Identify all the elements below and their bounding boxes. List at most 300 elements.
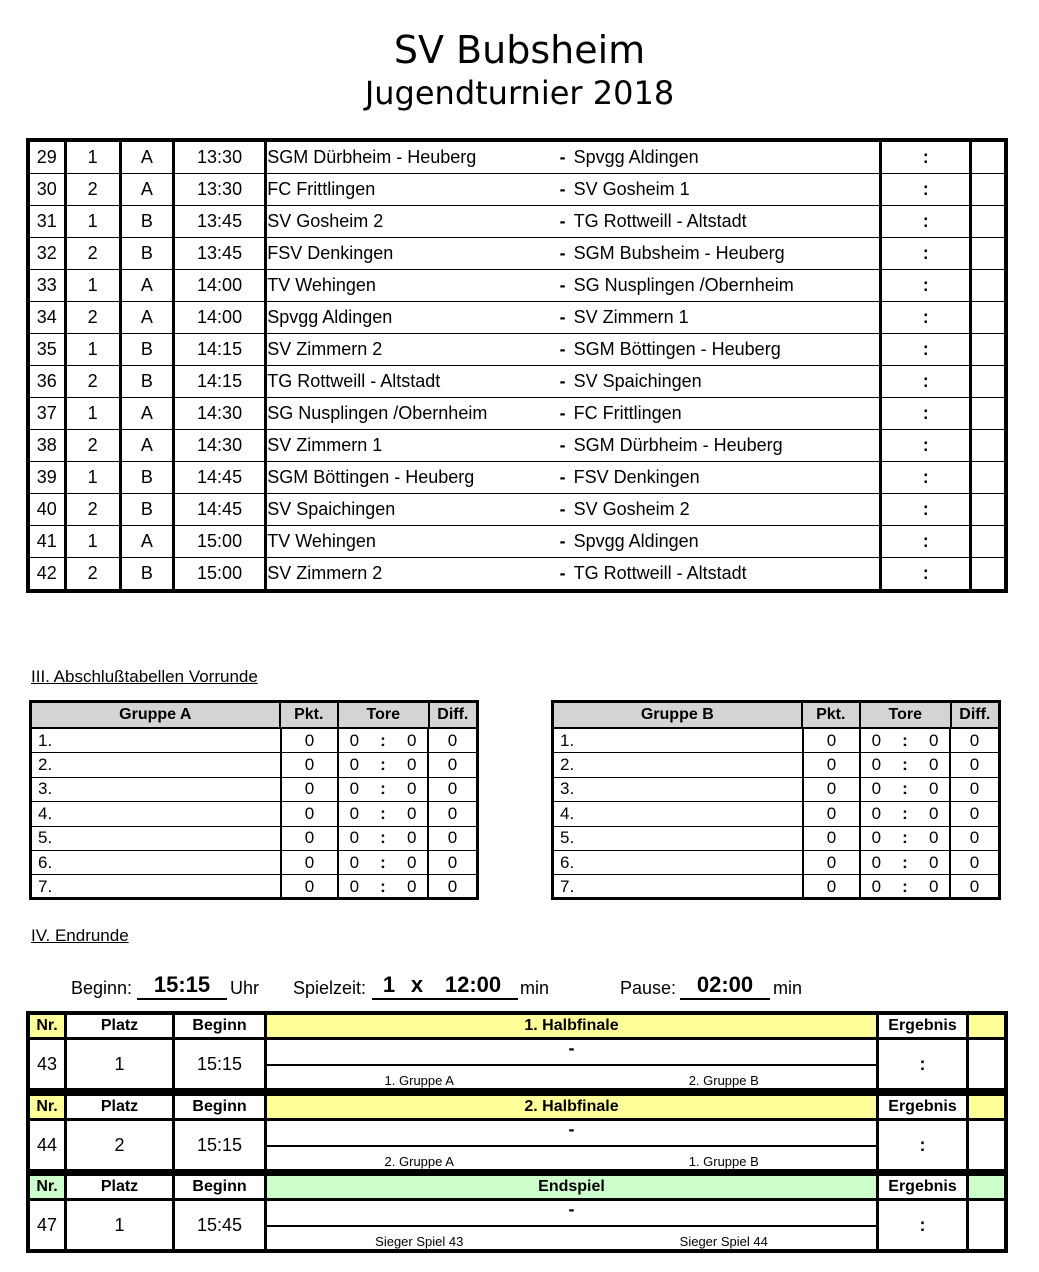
match-nr: 33 bbox=[28, 270, 65, 302]
match-home-team: SV Zimmern 2 bbox=[266, 558, 560, 592]
match-result[interactable]: : bbox=[881, 462, 971, 494]
match-extra[interactable] bbox=[971, 398, 1006, 430]
pause-unit: min bbox=[773, 978, 803, 998]
final-dash: - bbox=[267, 1121, 876, 1147]
final-field: 1 bbox=[67, 1201, 175, 1249]
goals-for: 0 bbox=[871, 755, 882, 775]
match-dash: - bbox=[559, 403, 566, 423]
section-final-round-title: IV. Endrunde bbox=[31, 926, 129, 945]
nr-header: Nr. bbox=[30, 1096, 67, 1118]
match-time: 14:15 bbox=[173, 366, 265, 398]
final-extra[interactable] bbox=[969, 1040, 1004, 1088]
goals-separator: : bbox=[380, 852, 386, 872]
goals-cell bbox=[861, 753, 951, 777]
pause-value[interactable]: 02:00 bbox=[680, 972, 770, 1000]
match-group: B bbox=[120, 462, 173, 494]
goals-separator: : bbox=[380, 828, 386, 848]
match-row bbox=[28, 140, 1006, 174]
match-group: A bbox=[120, 174, 173, 206]
match-home-team: Spvgg Aldingen bbox=[266, 302, 560, 334]
final-field: 2 bbox=[67, 1121, 175, 1169]
rank-label: 2. bbox=[32, 753, 282, 777]
rank-label: 5. bbox=[32, 827, 282, 851]
match-dash: - bbox=[559, 243, 566, 263]
points-value: 0 bbox=[804, 778, 861, 802]
group-table-row bbox=[554, 851, 998, 875]
match-time: 15:00 bbox=[173, 558, 265, 592]
final-pairing bbox=[267, 1121, 879, 1169]
group-table-row bbox=[554, 802, 998, 826]
match-home-team: TV Wehingen bbox=[266, 270, 560, 302]
extra-header bbox=[969, 1015, 1004, 1037]
final-body-row bbox=[30, 1201, 1004, 1249]
points-value: 0 bbox=[804, 729, 861, 753]
match-guest-cell bbox=[560, 398, 881, 430]
match-row bbox=[28, 430, 1006, 462]
match-guest-cell bbox=[560, 206, 881, 238]
goals-cell bbox=[339, 753, 429, 777]
goals-cell bbox=[861, 778, 951, 802]
extra-header bbox=[969, 1096, 1004, 1118]
goals-against: 0 bbox=[406, 803, 417, 823]
match-guest-cell bbox=[560, 366, 881, 398]
match-nr: 39 bbox=[28, 462, 65, 494]
match-home-team: FC Frittlingen bbox=[266, 174, 560, 206]
match-time: 14:00 bbox=[173, 302, 265, 334]
match-result[interactable]: : bbox=[881, 334, 971, 366]
goals-for: 0 bbox=[871, 852, 882, 872]
match-guest-team: TG Rottweill - Altstadt bbox=[573, 563, 747, 583]
points-value: 0 bbox=[282, 729, 339, 753]
group-table-header bbox=[554, 703, 998, 729]
match-result[interactable]: : bbox=[881, 558, 971, 592]
final-extra[interactable] bbox=[969, 1201, 1004, 1249]
goals-against: 0 bbox=[928, 779, 939, 799]
extra-header bbox=[969, 1176, 1004, 1198]
match-row bbox=[28, 398, 1006, 430]
match-time: 13:30 bbox=[173, 174, 265, 206]
goals-for: 0 bbox=[349, 877, 360, 897]
goals-separator: : bbox=[380, 730, 386, 750]
match-extra[interactable] bbox=[971, 238, 1006, 270]
final-extra[interactable] bbox=[969, 1121, 1004, 1169]
match-home-team: TV Wehingen bbox=[266, 526, 560, 558]
match-guest-team: SV Gosheim 2 bbox=[573, 499, 690, 519]
diff-value: 0 bbox=[951, 753, 998, 777]
match-dash: - bbox=[559, 467, 566, 487]
match-row bbox=[28, 206, 1006, 238]
match-guest-team: SG Nusplingen /Obernheim bbox=[573, 275, 794, 295]
match-guest-cell bbox=[560, 430, 881, 462]
rank-label: 3. bbox=[32, 778, 282, 802]
diff-value: 0 bbox=[951, 729, 998, 753]
group-table-header bbox=[32, 703, 476, 729]
diff-value: 0 bbox=[951, 802, 998, 826]
final-header-row bbox=[30, 1015, 1004, 1040]
final-body-row bbox=[30, 1040, 1004, 1088]
start-header: Beginn bbox=[175, 1176, 267, 1198]
goals-against: 0 bbox=[406, 877, 417, 897]
match-nr: 30 bbox=[28, 174, 65, 206]
diff-value: 0 bbox=[429, 729, 476, 753]
goals-separator: : bbox=[902, 755, 908, 775]
match-dash: - bbox=[559, 339, 566, 359]
final-teams bbox=[267, 1147, 876, 1169]
final-dash: - bbox=[267, 1201, 876, 1227]
points-header: Pkt. bbox=[281, 703, 339, 727]
match-time: 14:30 bbox=[173, 398, 265, 430]
group-table-b bbox=[551, 700, 1001, 900]
match-dash: - bbox=[559, 307, 566, 327]
match-dash: - bbox=[559, 435, 566, 455]
match-nr: 34 bbox=[28, 302, 65, 334]
goals-cell bbox=[339, 778, 429, 802]
final-result[interactable]: : bbox=[879, 1040, 969, 1088]
match-time: 14:45 bbox=[173, 494, 265, 526]
rank-label: 1. bbox=[32, 729, 282, 753]
final-match-block bbox=[26, 1172, 1008, 1253]
match-guest-team: SGM Böttingen - Heuberg bbox=[573, 339, 781, 359]
goals-for: 0 bbox=[871, 803, 882, 823]
points-value: 0 bbox=[282, 851, 339, 875]
rank-label: 4. bbox=[32, 802, 282, 826]
final-teams bbox=[267, 1227, 876, 1249]
final-result[interactable]: : bbox=[879, 1121, 969, 1169]
result-header: Ergebnis bbox=[879, 1015, 969, 1037]
goals-against: 0 bbox=[406, 755, 417, 775]
match-result[interactable]: : bbox=[881, 238, 971, 270]
rank-label: 6. bbox=[554, 851, 804, 875]
match-dash: - bbox=[559, 211, 566, 231]
match-nr: 31 bbox=[28, 206, 65, 238]
match-result[interactable]: : bbox=[881, 494, 971, 526]
match-group: B bbox=[120, 334, 173, 366]
goals-separator: : bbox=[902, 730, 908, 750]
goals-for: 0 bbox=[871, 730, 882, 750]
points-value: 0 bbox=[804, 875, 861, 899]
match-field: 2 bbox=[65, 238, 120, 270]
match-row bbox=[28, 334, 1006, 366]
goals-for: 0 bbox=[349, 730, 360, 750]
final-pairing bbox=[267, 1040, 879, 1088]
result-header: Ergebnis bbox=[879, 1176, 969, 1198]
match-home-team: SV Spaichingen bbox=[266, 494, 560, 526]
match-group: B bbox=[120, 558, 173, 592]
section-group-tables-title: III. Abschlußtabellen Vorrunde bbox=[31, 667, 258, 686]
match-result[interactable]: : bbox=[881, 206, 971, 238]
match-guest-team: SGM Dürbheim - Heuberg bbox=[573, 435, 783, 455]
match-nr: 37 bbox=[28, 398, 65, 430]
rank-label: 5. bbox=[554, 827, 804, 851]
match-row bbox=[28, 174, 1006, 206]
playtime-times: x bbox=[406, 972, 428, 1000]
match-home-team: TG Rottweill - Altstadt bbox=[266, 366, 560, 398]
goals-cell bbox=[339, 827, 429, 851]
match-time: 13:45 bbox=[173, 206, 265, 238]
match-guest-team: TG Rottweill - Altstadt bbox=[573, 211, 747, 231]
points-header: Pkt. bbox=[803, 703, 861, 727]
diff-value: 0 bbox=[429, 778, 476, 802]
diff-header: Diff. bbox=[959, 706, 991, 723]
points-value: 0 bbox=[804, 827, 861, 851]
match-nr: 29 bbox=[28, 140, 65, 174]
match-extra[interactable] bbox=[971, 206, 1006, 238]
match-extra[interactable] bbox=[971, 270, 1006, 302]
field-header: Platz bbox=[67, 1015, 175, 1037]
goals-separator: : bbox=[380, 779, 386, 799]
match-dash: - bbox=[559, 499, 566, 519]
final-header-row bbox=[30, 1176, 1004, 1201]
group-table-row bbox=[554, 753, 998, 777]
goals-separator: : bbox=[380, 803, 386, 823]
final-header-row bbox=[30, 1096, 1004, 1121]
match-row bbox=[28, 526, 1006, 558]
match-row bbox=[28, 494, 1006, 526]
match-extra[interactable] bbox=[971, 302, 1006, 334]
goals-against: 0 bbox=[928, 877, 939, 897]
match-result[interactable]: : bbox=[881, 526, 971, 558]
match-result[interactable]: : bbox=[881, 398, 971, 430]
goals-separator: : bbox=[380, 755, 386, 775]
match-group: A bbox=[120, 270, 173, 302]
final-title: 1. Halbfinale bbox=[267, 1015, 879, 1037]
match-nr: 41 bbox=[28, 526, 65, 558]
goals-separator: : bbox=[902, 877, 908, 897]
group-table-row bbox=[32, 875, 476, 899]
match-nr: 36 bbox=[28, 366, 65, 398]
goals-for: 0 bbox=[349, 755, 360, 775]
match-guest-team: Spvgg Aldingen bbox=[573, 147, 699, 167]
match-row bbox=[28, 366, 1006, 398]
match-home-team: SG Nusplingen /Obernheim bbox=[266, 398, 560, 430]
match-guest-cell bbox=[560, 334, 881, 366]
match-time: 13:30 bbox=[173, 140, 265, 174]
match-field: 1 bbox=[65, 206, 120, 238]
nr-header: Nr. bbox=[30, 1176, 67, 1198]
diff-header: Diff. bbox=[437, 706, 469, 723]
points-value: 0 bbox=[282, 827, 339, 851]
match-guest-cell bbox=[560, 558, 881, 592]
match-nr: 38 bbox=[28, 430, 65, 462]
playtime-label: Spielzeit: bbox=[293, 978, 367, 998]
diff-value: 0 bbox=[429, 802, 476, 826]
goals-for: 0 bbox=[349, 803, 360, 823]
rank-label: 7. bbox=[554, 875, 804, 899]
goals-separator: : bbox=[902, 803, 908, 823]
start-unit: Uhr bbox=[230, 978, 260, 998]
final-guest: 1. Gruppe B bbox=[688, 1154, 759, 1169]
match-nr: 32 bbox=[28, 238, 65, 270]
goals-against: 0 bbox=[406, 828, 417, 848]
final-nr: 43 bbox=[30, 1040, 67, 1088]
goals-for: 0 bbox=[349, 852, 360, 872]
goals-against: 0 bbox=[928, 828, 939, 848]
match-group: B bbox=[120, 206, 173, 238]
goals-for: 0 bbox=[349, 828, 360, 848]
diff-value: 0 bbox=[429, 851, 476, 875]
match-field: 2 bbox=[65, 558, 120, 592]
goals-cell bbox=[861, 827, 951, 851]
rank-label: 4. bbox=[554, 802, 804, 826]
match-time: 14:30 bbox=[173, 430, 265, 462]
match-result[interactable]: : bbox=[881, 430, 971, 462]
match-home-team: FSV Denkingen bbox=[266, 238, 560, 270]
match-guest-cell bbox=[560, 302, 881, 334]
match-extra[interactable] bbox=[971, 558, 1006, 592]
final-start: 15:45 bbox=[175, 1201, 267, 1249]
rank-label: 2. bbox=[554, 753, 804, 777]
match-row bbox=[28, 238, 1006, 270]
goals-for: 0 bbox=[871, 877, 882, 897]
match-guest-cell bbox=[560, 238, 881, 270]
pause-label: Pause: bbox=[620, 978, 677, 998]
match-field: 1 bbox=[65, 398, 120, 430]
match-guest-team: FC Frittlingen bbox=[573, 403, 682, 423]
group-table-row bbox=[32, 753, 476, 777]
playtime-value[interactable]: 12:00 bbox=[428, 972, 518, 1000]
match-dash: - bbox=[559, 563, 566, 583]
match-time: 13:45 bbox=[173, 238, 265, 270]
nr-header: Nr. bbox=[30, 1015, 67, 1037]
playtime-count-value[interactable]: 1 bbox=[372, 972, 406, 1000]
match-field: 2 bbox=[65, 174, 120, 206]
points-value: 0 bbox=[804, 851, 861, 875]
match-row bbox=[28, 270, 1006, 302]
match-group: A bbox=[120, 302, 173, 334]
goals-against: 0 bbox=[406, 852, 417, 872]
match-group: A bbox=[120, 140, 173, 174]
match-nr: 40 bbox=[28, 494, 65, 526]
points-value: 0 bbox=[804, 802, 861, 826]
match-result[interactable]: : bbox=[881, 174, 971, 206]
start-header: Beginn bbox=[175, 1096, 267, 1118]
goals-separator: : bbox=[902, 828, 908, 848]
match-row bbox=[28, 462, 1006, 494]
match-extra[interactable] bbox=[971, 526, 1006, 558]
match-home-team: SGM Böttingen - Heuberg bbox=[266, 462, 560, 494]
match-field: 1 bbox=[65, 334, 120, 366]
match-guest-cell bbox=[560, 270, 881, 302]
goals-against: 0 bbox=[406, 779, 417, 799]
match-guest-team: SV Gosheim 1 bbox=[573, 179, 690, 199]
diff-value: 0 bbox=[951, 778, 998, 802]
match-field: 2 bbox=[65, 302, 120, 334]
match-field: 1 bbox=[65, 270, 120, 302]
start-header: Beginn bbox=[175, 1015, 267, 1037]
final-match-block bbox=[26, 1011, 1008, 1092]
playtime-unit: min bbox=[520, 978, 550, 998]
match-result[interactable]: : bbox=[881, 140, 971, 174]
points-value: 0 bbox=[282, 753, 339, 777]
match-nr: 42 bbox=[28, 558, 65, 592]
group-table-row bbox=[554, 827, 998, 851]
final-home: Sieger Spiel 43 bbox=[375, 1234, 464, 1249]
match-time: 15:00 bbox=[173, 526, 265, 558]
final-match-block bbox=[26, 1092, 1008, 1173]
goals-against: 0 bbox=[406, 730, 417, 750]
goals-cell bbox=[339, 802, 429, 826]
match-group: B bbox=[120, 494, 173, 526]
goals-against: 0 bbox=[928, 852, 939, 872]
field-header: Platz bbox=[67, 1176, 175, 1198]
match-row bbox=[28, 302, 1006, 334]
group-table-a bbox=[29, 700, 479, 900]
diff-value: 0 bbox=[429, 753, 476, 777]
diff-value: 0 bbox=[429, 875, 476, 899]
final-dash: - bbox=[267, 1040, 876, 1066]
final-home: 2. Gruppe A bbox=[384, 1154, 454, 1169]
match-dash: - bbox=[559, 179, 566, 199]
match-extra[interactable] bbox=[971, 430, 1006, 462]
match-home-team: SV Zimmern 2 bbox=[266, 334, 560, 366]
rank-label: 7. bbox=[32, 875, 282, 899]
final-nr: 44 bbox=[30, 1121, 67, 1169]
match-field: 2 bbox=[65, 494, 120, 526]
match-time: 14:45 bbox=[173, 462, 265, 494]
match-group: A bbox=[120, 526, 173, 558]
start-time-value[interactable]: 15:15 bbox=[137, 972, 227, 1000]
goals-for: 0 bbox=[349, 779, 360, 799]
diff-value: 0 bbox=[951, 875, 998, 899]
group-table-row bbox=[32, 851, 476, 875]
match-result[interactable]: : bbox=[881, 302, 971, 334]
final-home: 1. Gruppe A bbox=[384, 1073, 454, 1088]
final-pairing bbox=[267, 1201, 879, 1249]
final-start: 15:15 bbox=[175, 1040, 267, 1088]
match-extra[interactable] bbox=[971, 140, 1006, 174]
match-nr: 35 bbox=[28, 334, 65, 366]
points-value: 0 bbox=[282, 778, 339, 802]
final-teams bbox=[267, 1066, 876, 1088]
goals-for: 0 bbox=[871, 779, 882, 799]
result-header: Ergebnis bbox=[879, 1096, 969, 1118]
points-value: 0 bbox=[282, 802, 339, 826]
points-value: 0 bbox=[804, 753, 861, 777]
match-guest-team: Spvgg Aldingen bbox=[573, 531, 699, 551]
match-guest-team: FSV Denkingen bbox=[573, 467, 700, 487]
match-extra[interactable] bbox=[971, 366, 1006, 398]
goals-separator: : bbox=[380, 877, 386, 897]
match-extra[interactable] bbox=[971, 174, 1006, 206]
match-extra[interactable] bbox=[971, 494, 1006, 526]
match-dash: - bbox=[559, 147, 566, 167]
goals-header: Tore bbox=[861, 703, 952, 727]
group-table-row bbox=[554, 875, 998, 899]
diff-value: 0 bbox=[429, 827, 476, 851]
match-group: A bbox=[120, 398, 173, 430]
final-result[interactable]: : bbox=[879, 1201, 969, 1249]
final-guest: Sieger Spiel 44 bbox=[679, 1234, 768, 1249]
goals-cell bbox=[861, 729, 951, 753]
final-field: 1 bbox=[67, 1040, 175, 1088]
match-result[interactable]: : bbox=[881, 366, 971, 398]
match-guest-cell bbox=[560, 140, 881, 174]
match-result[interactable]: : bbox=[881, 270, 971, 302]
match-row bbox=[28, 558, 1006, 592]
match-extra[interactable] bbox=[971, 334, 1006, 366]
match-dash: - bbox=[559, 531, 566, 551]
group-table-row bbox=[32, 729, 476, 753]
goals-cell bbox=[861, 802, 951, 826]
group-name: Gruppe B bbox=[554, 703, 803, 727]
match-field: 2 bbox=[65, 366, 120, 398]
goals-against: 0 bbox=[928, 803, 939, 823]
diff-value: 0 bbox=[951, 827, 998, 851]
match-extra[interactable] bbox=[971, 462, 1006, 494]
match-group: B bbox=[120, 366, 173, 398]
field-header: Platz bbox=[67, 1096, 175, 1118]
match-guest-cell bbox=[560, 494, 881, 526]
